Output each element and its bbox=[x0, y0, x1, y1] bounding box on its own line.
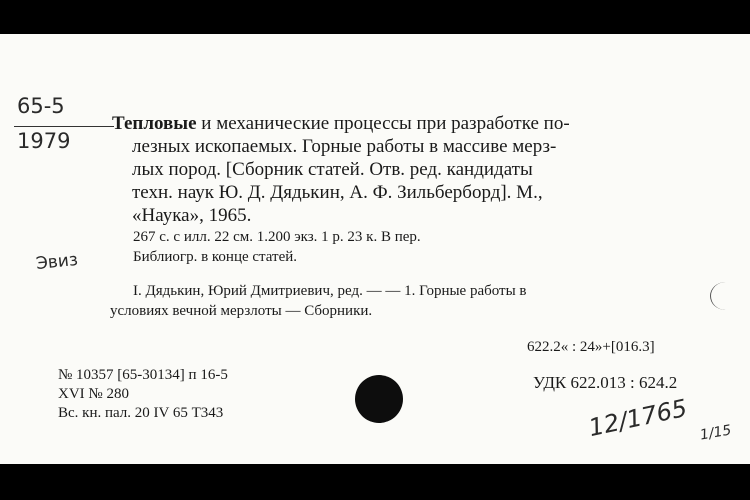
title-line-3: лых пород. [Сборник статей. Отв. ред. кандидаты bbox=[132, 159, 533, 180]
edge-bracket bbox=[710, 282, 741, 310]
title-line-2: лезных ископаемых. Горные работы в массиве мерз- bbox=[132, 136, 557, 157]
collation-line: 267 с. с илл. 22 см. 1.200 экз. 1 р. 23 к. В пер. bbox=[133, 229, 421, 245]
registration-line-3: Вс. кн. пал. 20 IV 65 Т343 bbox=[58, 405, 224, 421]
punch-hole bbox=[355, 375, 403, 423]
shelf-mark-bottom: 1979 bbox=[17, 129, 71, 153]
title-line-5: «Наука», 1965. bbox=[132, 205, 252, 226]
registration-line-1: № 10357 [65-30134] п 16-5 bbox=[58, 367, 228, 383]
registration-line-2: XVI № 280 bbox=[58, 386, 129, 402]
handwritten-note: Эвиз bbox=[35, 249, 79, 275]
shelf-mark-top: 65-5 bbox=[17, 94, 65, 118]
handwritten-code: 12/1765 bbox=[586, 393, 690, 443]
bibliography-note: Библиогр. в конце статей. bbox=[133, 249, 298, 265]
handwritten-code-suffix: 1/15 bbox=[698, 422, 733, 444]
udc-index: УДК 622.013 : 624.2 bbox=[533, 373, 678, 392]
title-block bbox=[112, 114, 570, 229]
title-heading: Тепловые bbox=[112, 113, 197, 134]
shelf-mark-rule bbox=[14, 126, 114, 127]
bbk-index: 622.2« : 24»+[016.3] bbox=[527, 339, 655, 355]
title-line-4: техн. наук Ю. Д. Дядькин, А. Ф. Зильберборд]. М., bbox=[132, 182, 543, 203]
tracing-line-1: I. Дядькин, Юрий Дмитриевич, ред. — — 1. Горные работы в bbox=[133, 283, 527, 299]
title-line-1: и механические процессы при разработке по- bbox=[196, 113, 570, 134]
catalog-card bbox=[0, 34, 750, 464]
tracing-line-2: условиях вечной мерзлоты — Сборники. bbox=[110, 303, 373, 319]
